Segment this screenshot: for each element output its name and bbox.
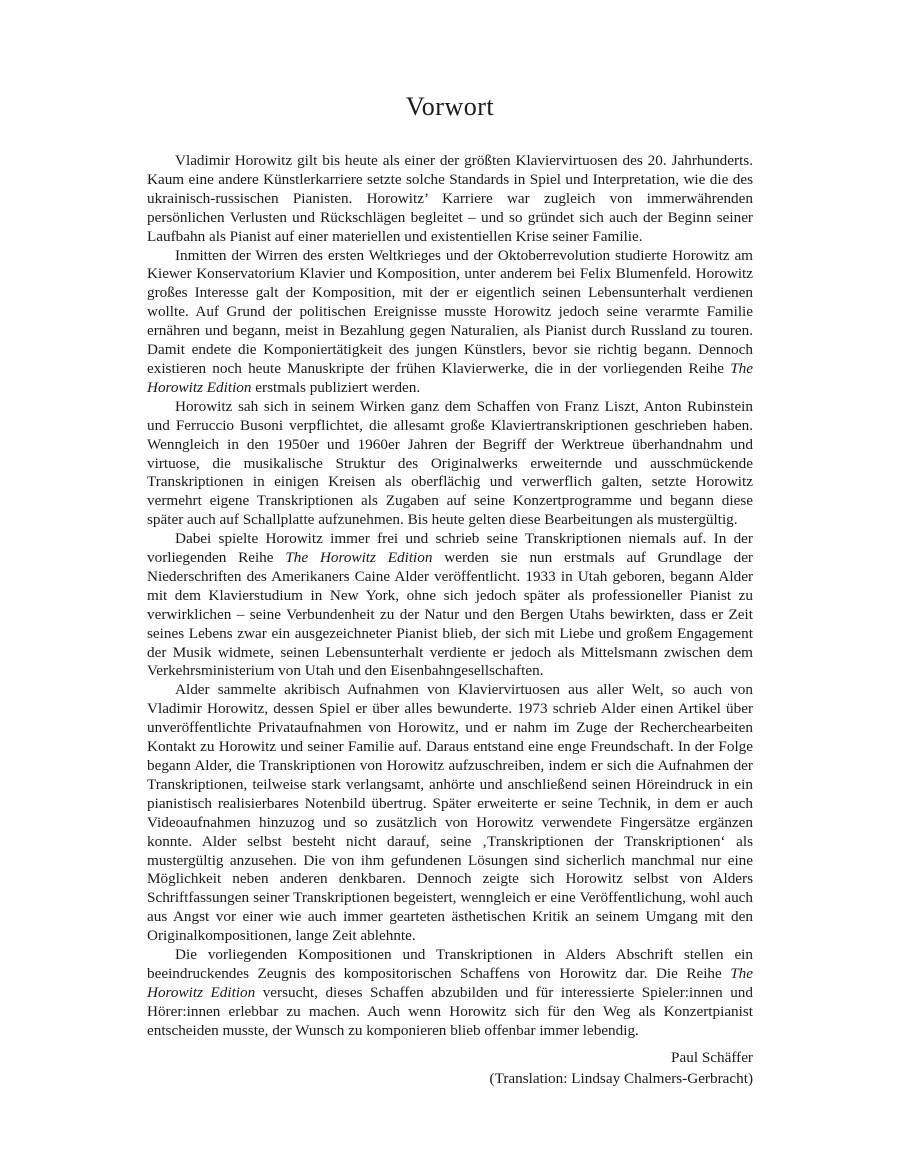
series-title: The Horowitz Edition [285, 549, 433, 567]
page-title: Vorwort [405, 92, 495, 121]
series-title: The Horowitz Edition [147, 359, 753, 396]
body-text [147, 152, 753, 1089]
paragraph-1: Vladimir Horowitz gilt bis heute als einer der größten Klaviervirtuosen des 20. Jahrhunderts. Kaum eine andere Künstlerkarriere setzte solche Standards in Spiel und Interpretation, wie die des ukrainisch-russischen Pianisten. Horowitz’ Karriere war zugleich von immerwährenden persönlichen Verlusten und Rückschlägen begleitet – und so gründet sich auch der Beginn seiner Laufbahn als Pianist auf einer materiellen und existentiellen Krise seiner Familie. [147, 152, 753, 245]
paragraph-5: Alder sammelte akribisch Aufnahmen von Klaviervirtuosen aus aller Welt, so auch von Vladimir Horowitz, dessen Spiel er über alles bewunderte. 1973 schrieb Alder einen Artikel über unveröffentlichte Privataufnahmen von Horowitz, und er nahm im Zuge der Recherchearbeiten Kontakt zu Horowitz und seiner Familie auf. Daraus entstand eine enge Freundschaft. In der Folge begann Alder, die Transkriptionen von Horowitz aufzuschreiben, indem er sich die Aufnahmen der Transkriptionen, teilweise stark verlangsamt, anhörte und anschließend seinen Höreindruck in ein pianistisch realisierbares Notenbild übertrug. Später erweiterte er seine Technik, in dem er auch Videoaufnahmen hinzuzog und so zusätzlich von Horowitz verwendete Fingersätze ergänzen konnte. Alder selbst besteht nicht darauf, seine ‚Transkriptionen der Transkriptionen‘ als mustergültig anzusehen. Die von ihm gefundenen Lösungen sind sicherlich manchmal nur eine Möglichkeit neben anderen denkbaren. Dennoch zeigte sich Horowitz selbst von Alders Schriftfassungen seiner Transkriptionen begeistert, wenngleich er eine Veröffentlichung, wohl auch aus Angst vor einer wie auch immer gearteten ästhetischen Kritik an seinem Umgang mit den Originalkompositionen, lange Zeit ablehnte. [147, 681, 753, 945]
author-name: Paul Schäffer [671, 1048, 753, 1066]
series-title: The Horowitz Edition [147, 964, 753, 1001]
paragraph-6: Die vorliegenden Kompositionen und Transkriptionen in Alders Abschrift stellen ein beeindruckendes Zeugnis des kompositorischen Schaffens von Horowitz dar. Die Reihe The Horowitz Edition versucht, dieses Schaffen abzubilden und für interessierte Spieler:innen und Hörer:innen erlebbar zu machen. Auch wenn Horowitz sich für den Weg als Konzertpianist entscheiden musste, der Wunsch zu komponieren blieb offenbar immer lebendig. [147, 946, 753, 1039]
paragraph-4: Dabei spielte Horowitz immer frei und schrieb seine Transkriptionen niemals auf. In der vorliegenden Reihe The Horowitz Edition werden sie nun erstmals auf Grundlage der Niederschriften des Amerikaners Caine Alder veröffentlicht. 1933 in Utah geboren, begann Alder mit dem Klavierstudium in New York, ohne sich jedoch später als professioneller Pianist zu verwirklichen – seine Verbundenheit zu der Natur und den Bergen Utahs bewirkten, dass er Zeit seines Lebens zwar ein ausgezeichneter Pianist blieb, der sich mit Liebe und großem Engagement der Musik widmete, seinen Lebensunterhalt verdiente er jedoch als Mittelsmann zwischen dem Verkehrsministerium von Utah und den Eisenbahngesellschaften. [147, 530, 753, 680]
paragraph-3: Horowitz sah sich in seinem Wirken ganz dem Schaffen von Franz Liszt, Anton Rubinstein und Ferruccio Busoni verpflichtet, die allesamt große Klaviertranskriptionen geschrieben haben. Wenngleich in den 1950er und 1960er Jahren der Begriff der Werktreue überhandnahm und virtuose, die musikalische Struktur des Originalwerks erweiternde und ausschmückende Transkriptionen in einigen Kreisen als oberflächig und verwerflich galten, setzte Horowitz vermehrt eigene Transkriptionen als Zugaben auf seine Konzertprogramme und begann diese später auch auf Schallplatte aufzunehmen. Bis heute gelten diese Bearbeitungen als mustergültig. [147, 397, 753, 529]
paragraph-2: Inmitten der Wirren des ersten Weltkrieges und der Oktoberrevolution studierte Horowitz am Kiewer Konservatorium Klavier und Komposition, unter anderem bei Felix Blumenfeld. Horowitz großes Interesse galt der Komposition, mit der er eigentlich seinen Lebensunterhalt verdienen wollte. Auf Grund der politischen Ereignisse musste Horowitz jedoch seine verarmte Familie ernähren und begann, meist in Bezahlung gegen Naturalien, als Pianist durch Russland zu touren. Damit endete die Komponiertätigkeit des jungen Künstlers, bevor sie richtig begann. Dennoch existieren noch heute Manuskripte der frühen Klavierwerke, die in der vorliegenden Reihe The Horowitz Edition erstmals publiziert werden. [147, 246, 753, 396]
signature-block [147, 1047, 753, 1089]
translation-credit: (Translation: Lindsay Chalmers-Gerbracht) [489, 1069, 753, 1087]
